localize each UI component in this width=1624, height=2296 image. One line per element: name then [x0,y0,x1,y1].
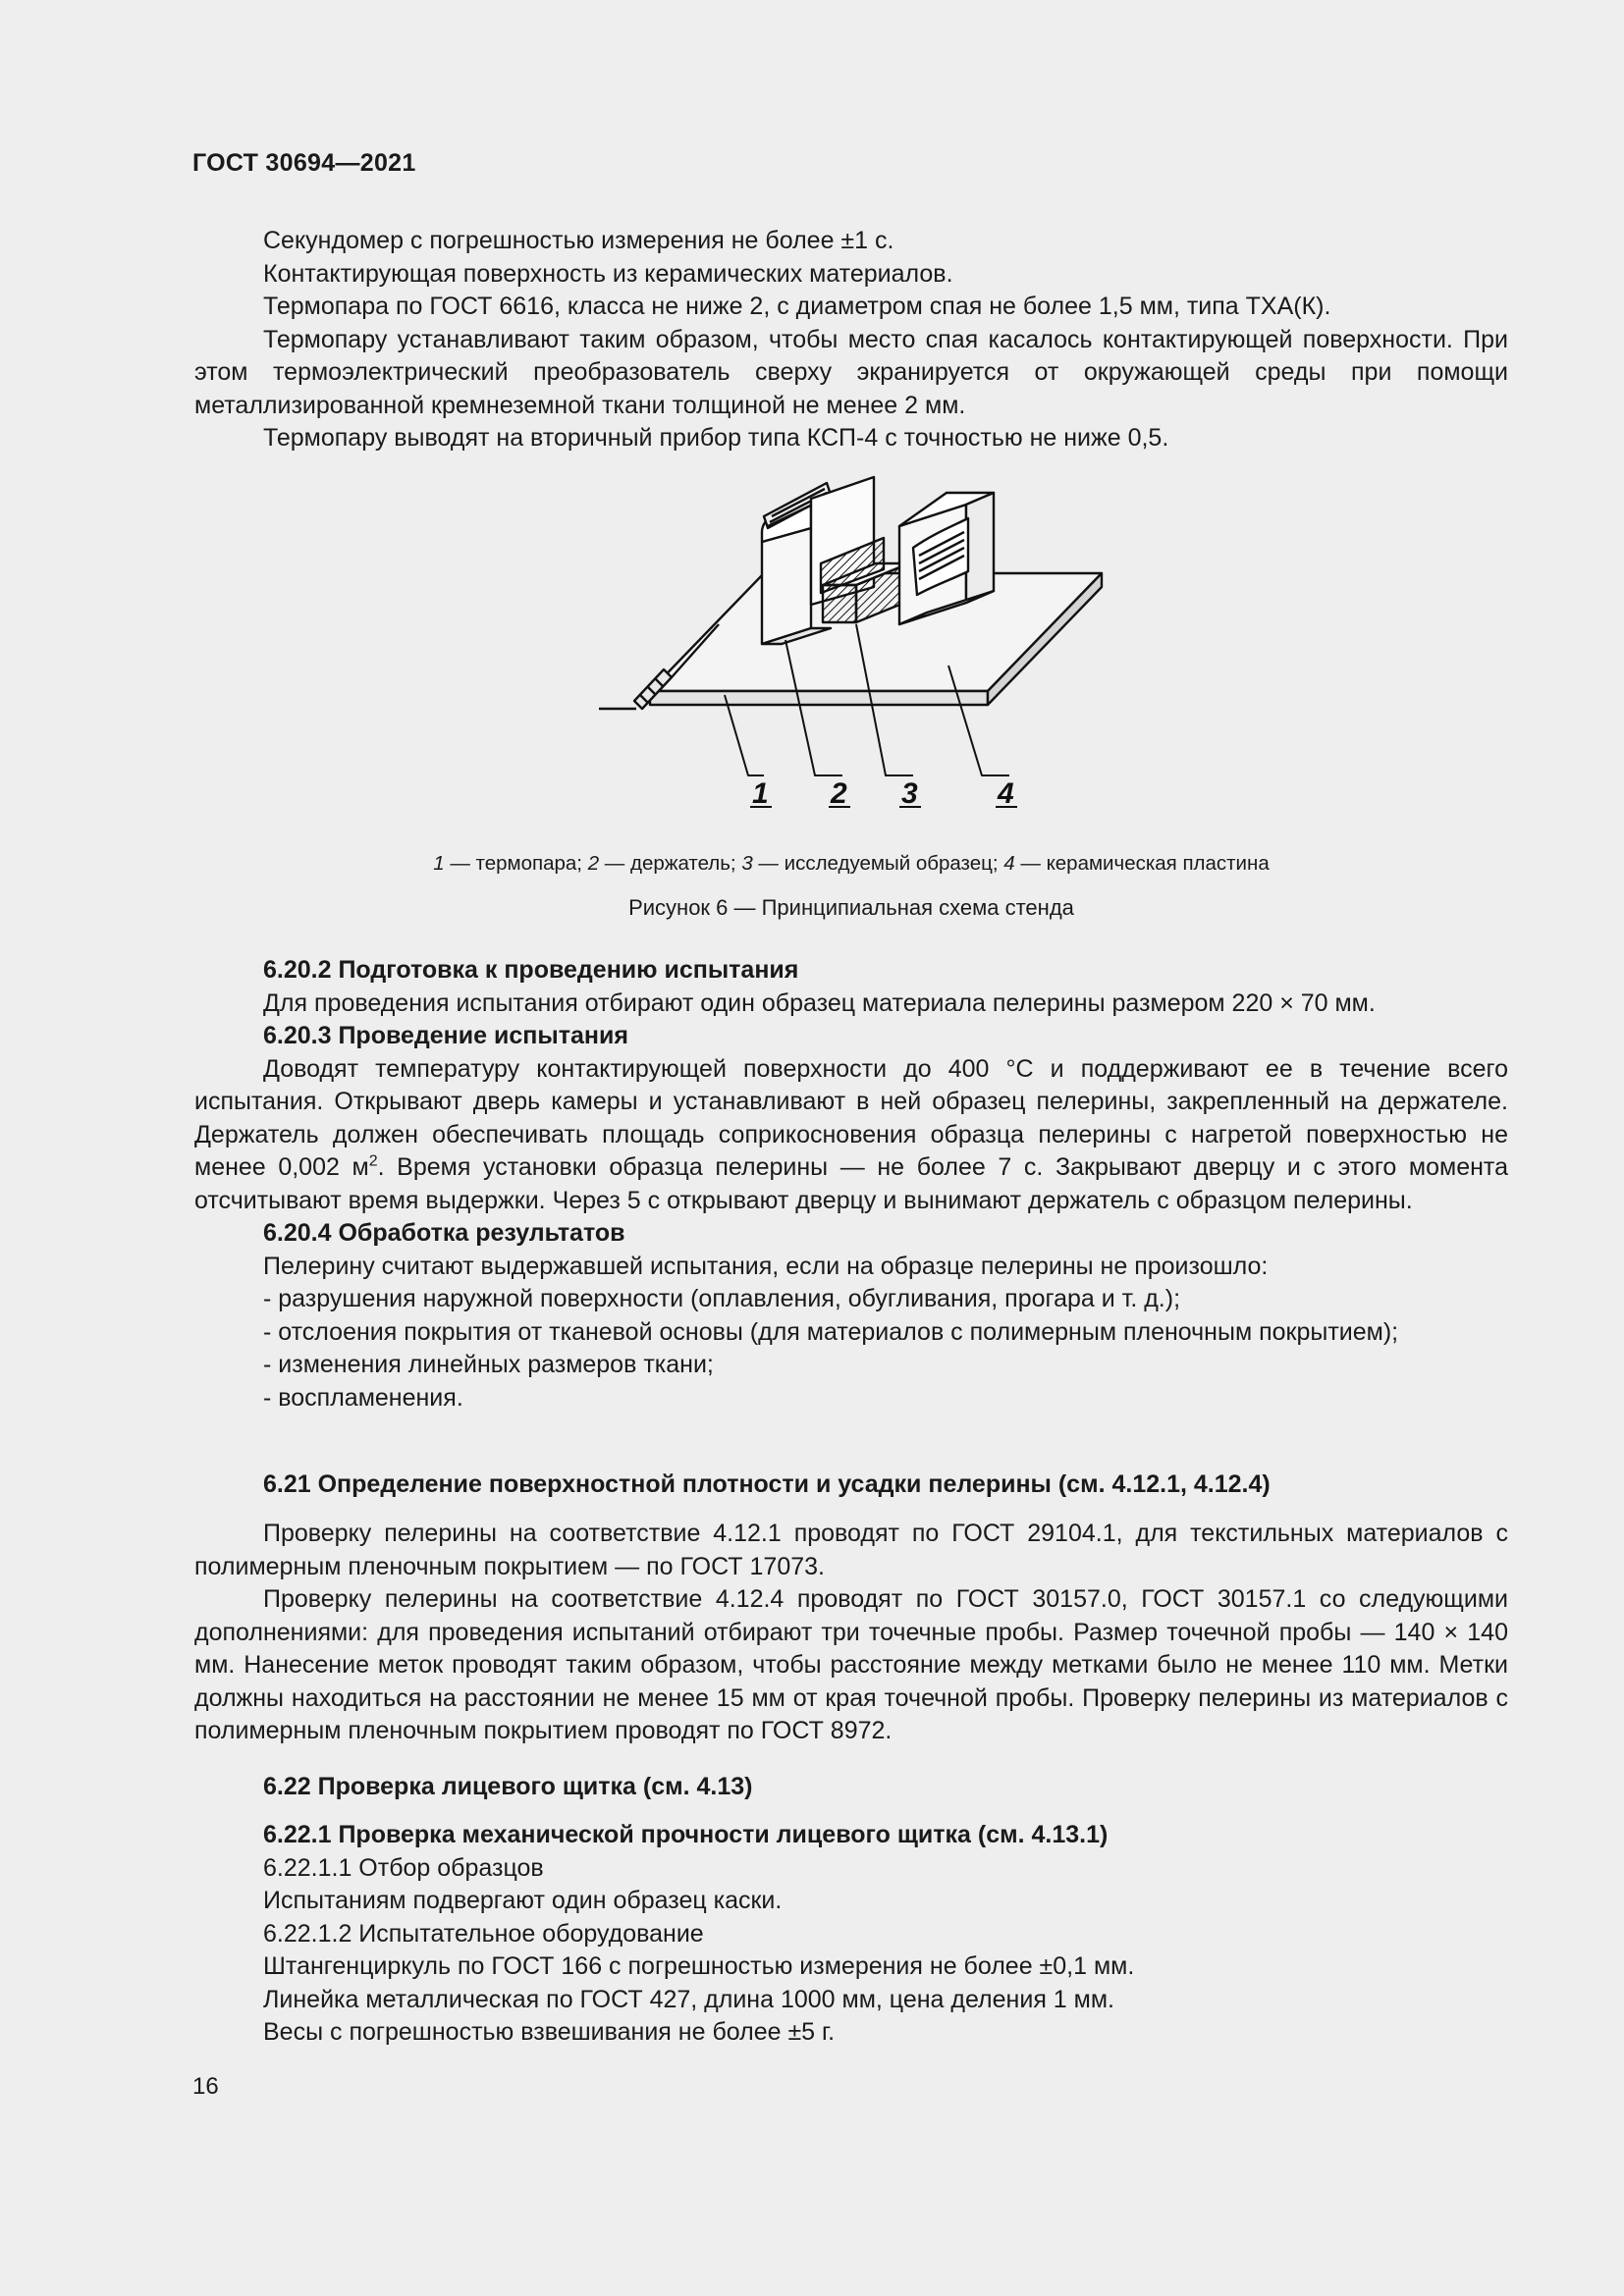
paragraph: Контактирующая поверхность из керамических материалов. [263,259,953,288]
section-heading: 6.20.4 Обработка результатов [263,1219,625,1247]
callout-2: 2 [831,777,847,810]
figure-caption: Рисунок 6 — Принципиальная схема стенда [628,895,1074,920]
section-6-21 [194,1468,1508,1502]
stand-diagram [589,477,1119,830]
page-number: 16 [192,2073,219,2100]
section-heading: 6.21 Определение поверхностной плотности и усадки пелерины (см. 4.12.1, 4.12.4) [263,1470,1271,1498]
section-heading: 6.22 Проверка лицевого щитка (см. 4.13) [263,1773,753,1800]
subsection-heading: 6.22.1.1 Отбор образцов [263,1853,544,1882]
paragraph: Секундомер с погрешностью измерения не более ±1 с. [263,227,894,254]
list-item: - отслоения покрытия от тканевой основы (для материалов с полимерным пленочным покрытием); [263,1317,1399,1346]
paragraph: Пелерину считают выдержавшей испытания, если на образце пелерины не произошло: [263,1252,1269,1280]
section-6-21-body [194,1518,1508,1748]
list-item: - разрушения наружной поверхности (оплавления, обугливания, прогара и т. д.); [263,1285,1181,1312]
callout-4: 4 [998,777,1014,810]
section-heading: 6.20.2 Подготовка к проведению испытания [263,956,799,984]
paragraph: Весы с погрешностью взвешивания не более ±5 г. [263,2018,836,2046]
section-heading: 6.22.1 Проверка механической прочности лицевого щитка (см. 4.13.1) [263,1821,1109,1848]
equipment-text [194,225,1508,455]
paragraph: Термопару устанавливают таким образом, чтобы место спая касалось контактирующей поверхности. При этом термоэлектрический преобразователь сверху экранируется от окружающей среды при помощи металлизированной кремнеземной ткани толщиной не менее 2 мм. [194,325,1508,419]
stand-diagram-svg [589,477,1119,830]
paragraph: Испытаниям подвергают один образец каски. [263,1887,783,1914]
figure-legend: 1 — термопара; 2 — держатель; 3 — исследуемый образец; 4 — керамическая пластина [433,852,1270,875]
section-heading: 6.20.3 Проведение испытания [263,1022,628,1049]
paragraph: Доводят температуру контактирующей поверхности до 400 °С и поддерживают ее в течение всего испытания. Открывают дверь камеры и устанавливают в ней образец пелерины, закрепленный на держателе. Держатель должен обеспечивать площадь соприкосновения образца пелерины с нагретой поверхностью не менее 0,002 $м^2$. Время установки образца пелерины — не более 7 с. Закрывают дверцу и с этого момента отсчитывают время выдержки. Через 5 с открывают дверцу и вынимают держатель с образцом пелерины. [194,1054,1508,1214]
document-header: ГОСТ 30694—2021 [192,149,416,177]
paragraph: Проверку пелерины на соответствие 4.12.1 проводят по ГОСТ 29104.1, для текстильных материалов с полимерным пленочным покрытием — по ГОСТ 17073. [194,1520,1508,1580]
list-item: - воспламенения. [263,1383,463,1412]
test-procedure-text [194,954,1508,1415]
subsection-heading: 6.22.1.2 Испытательное оборудование [263,1919,704,1948]
list-item: - изменения линейных размеров ткани; [263,1351,714,1378]
section-6-22 [194,1771,1508,1804]
paragraph: Штангенциркуль по ГОСТ 166 с погрешностью измерения не более ±0,1 мм. [263,1952,1135,1980]
callout-1: 1 [752,777,769,810]
section-6-22-1 [194,1819,1508,2050]
paragraph: Термопару выводят на вторичный прибор типа КСП-4 с точностью не ниже 0,5. [263,424,1169,452]
paragraph: Линейка металлическая по ГОСТ 427, длина 1000 мм, цена деления 1 мм. [263,1985,1114,2013]
paragraph: Термопара по ГОСТ 6616, класса не ниже 2, с диаметром спая не более 1,5 мм, типа ТХА(К). [263,293,1331,320]
paragraph: Для проведения испытания отбирают один образец материала пелерины размером 220 × 70 мм. [263,988,1376,1017]
callout-3: 3 [901,777,918,810]
paragraph: Проверку пелерины на соответствие 4.12.4 проводят по ГОСТ 30157.0, ГОСТ 30157.1 со следующими дополнениями: для проведения испытаний отбирают три точечные пробы. Размер точечной пробы — 140 × 140 мм. Нанесение меток проводят таким образом, чтобы расстояние между метками было не менее 110 мм. Метки должны находиться на расстоянии не менее 15 мм от края точечной пробы. Проверку пелерины из материалов с полимерным пленочным покрытием проводят по ГОСТ 8972. [194,1585,1508,1744]
